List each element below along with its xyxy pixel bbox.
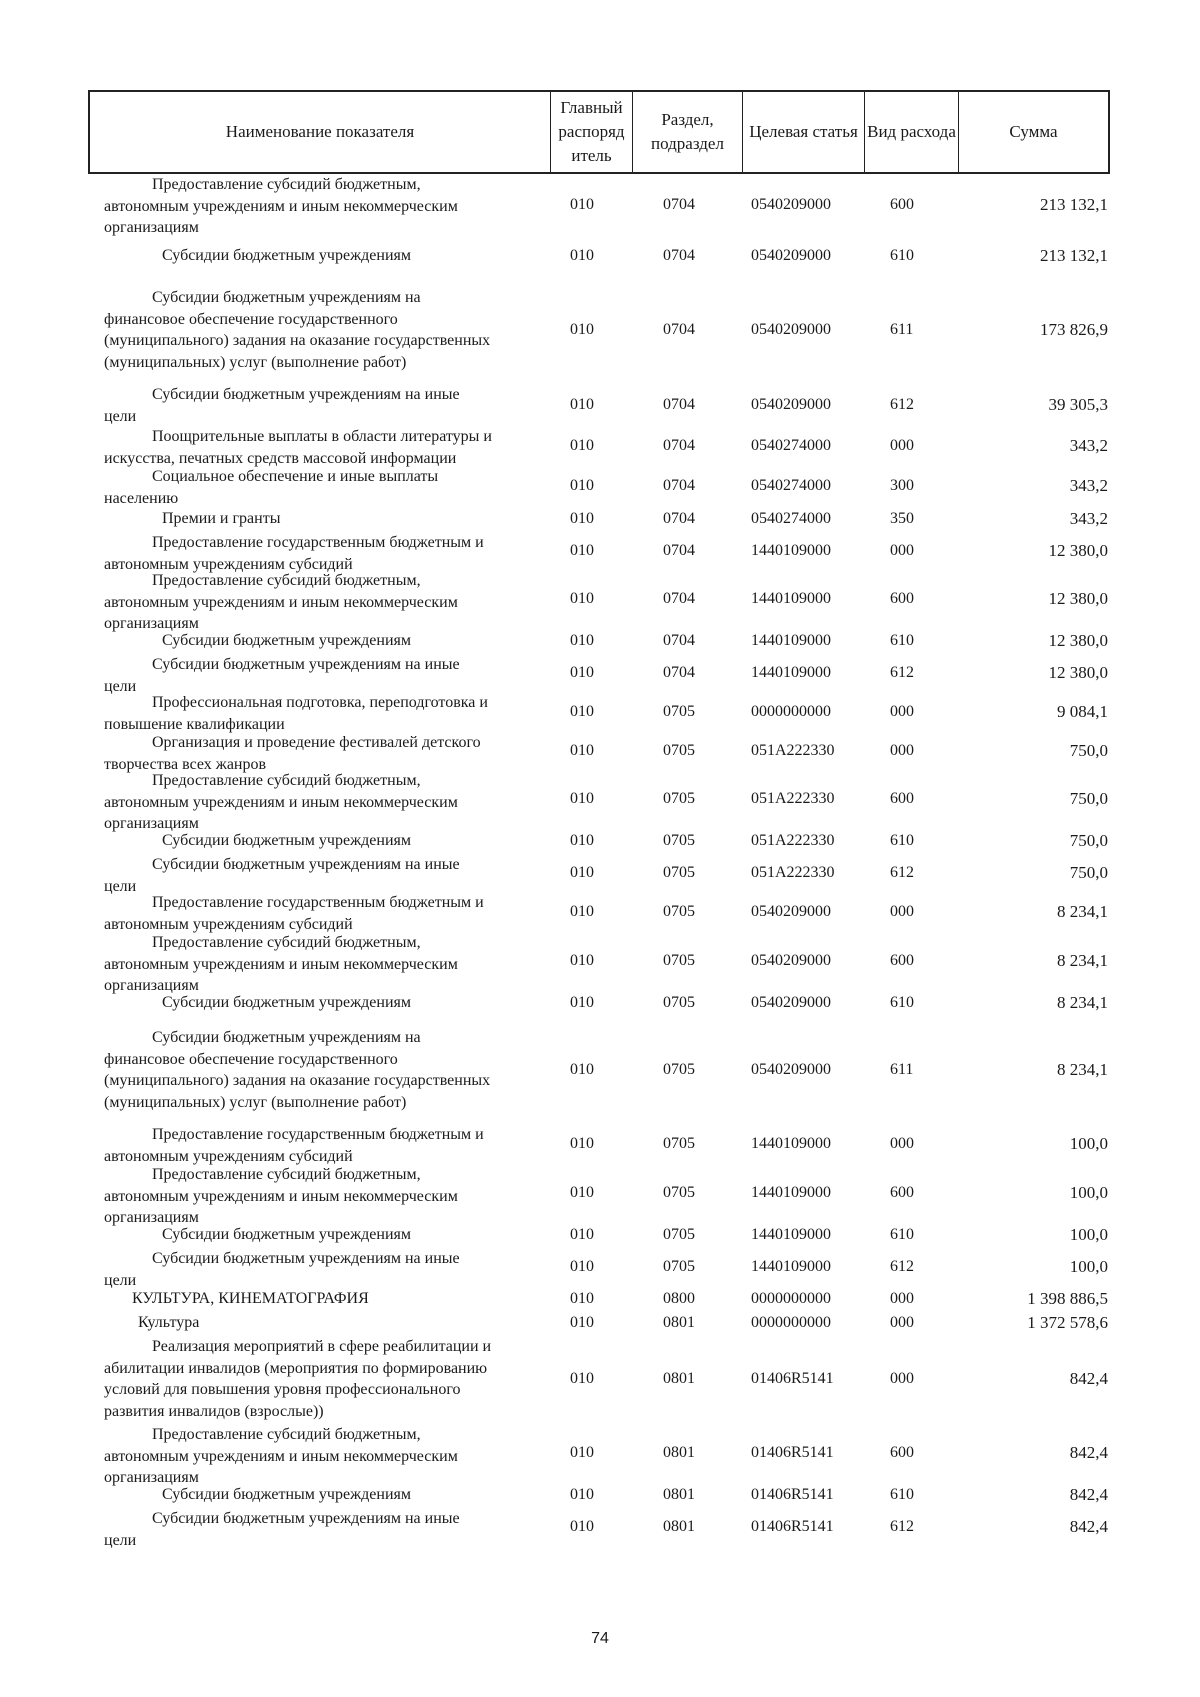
cell-celevaya: 1440109000 [751, 632, 831, 649]
row-name-line: Субсидии бюджетным учреждениям на иные [152, 1510, 460, 1527]
row-name-line: Предоставление государственным бюджетным и [152, 894, 484, 911]
header-glavny: Главный распоряд итель [550, 92, 632, 172]
row-name-line: Субсидии бюджетным учреждениям на [152, 289, 421, 306]
row-name-line: развития инвалидов (взрослые)) [104, 1402, 324, 1420]
row-name-line: цели [104, 1531, 137, 1549]
row-name-line: абилитации инвалидов (мероприятия по формированию [104, 1359, 488, 1377]
row-name-line: Премии и гранты [162, 510, 281, 528]
cell-vid: 610 [890, 1226, 914, 1243]
row-name [104, 630, 528, 652]
cell-summa: 343,2 [1069, 509, 1108, 528]
table-row [0, 990, 1200, 1016]
cell-razdel: 0704 [663, 196, 695, 213]
cell-vid: 600 [890, 590, 914, 607]
header-name: Наименование показателя [225, 122, 415, 141]
cell-razdel: 0705 [663, 832, 695, 849]
cell-razdel: 0801 [663, 1314, 695, 1331]
table-row [0, 276, 1200, 384]
cell-glavny: 010 [570, 1314, 594, 1331]
table-row [0, 1424, 1200, 1486]
cell-summa: 8 234,1 [1057, 951, 1108, 970]
row-name-line: автономным учреждениям субсидий [104, 1147, 353, 1165]
row-name [104, 570, 528, 635]
cell-summa: 100,0 [1069, 1257, 1108, 1276]
row-name-line: цели [104, 1271, 137, 1289]
cell-razdel: 0704 [663, 477, 695, 494]
row-name-line: Субсидии бюджетным учреждениям [162, 994, 411, 1012]
cell-celevaya: 0540209000 [751, 994, 831, 1011]
cell-summa: 12 380,0 [1048, 663, 1108, 682]
cell-vid: 000 [890, 703, 914, 720]
cell-vid: 600 [890, 1444, 914, 1461]
row-name-line: автономным учреждениям и иным некоммерческим [104, 1187, 458, 1205]
cell-vid: 610 [890, 994, 914, 1011]
table-row [0, 1334, 1200, 1424]
cell-summa: 842,4 [1069, 1517, 1108, 1536]
row-name [104, 692, 528, 735]
cell-glavny: 010 [570, 790, 594, 807]
cell-summa: 8 234,1 [1057, 902, 1108, 921]
table-row [0, 854, 1200, 895]
cell-vid: 600 [890, 1184, 914, 1201]
cell-celevaya: 051A222330 [751, 790, 835, 807]
cell-razdel: 0800 [663, 1290, 695, 1307]
table-row [0, 532, 1200, 573]
cell-summa: 842,4 [1069, 1443, 1108, 1462]
cell-razdel: 0705 [663, 1061, 695, 1078]
row-name-line: организациям [104, 977, 199, 994]
cell-glavny: 010 [570, 1061, 594, 1078]
row-name-line: Предоставление субсидий бюджетным, [152, 1166, 421, 1183]
cell-vid: 600 [890, 196, 914, 213]
table-row [0, 770, 1200, 832]
cell-summa: 343,2 [1069, 436, 1108, 455]
cell-celevaya: 051A222330 [751, 742, 835, 759]
row-name [104, 992, 528, 1014]
row-name-line: автономным учреждениям субсидий [104, 915, 353, 933]
cell-celevaya: 1440109000 [751, 542, 831, 559]
cell-summa: 750,0 [1069, 831, 1108, 850]
cell-vid: 611 [890, 1061, 914, 1078]
row-name-line: Субсидии бюджетным учреждениям [162, 247, 411, 265]
cell-glavny: 010 [570, 703, 594, 720]
row-name-line: условий для повышения уровня профессионального [104, 1381, 461, 1398]
cell-glavny: 010 [570, 1486, 594, 1503]
table-row [0, 174, 1200, 236]
cell-vid: 000 [890, 542, 914, 559]
cell-celevaya: 0540209000 [751, 952, 831, 969]
cell-summa: 39 305,3 [1048, 395, 1108, 414]
row-name-line: автономным учреждениям и иным некоммерческим [104, 793, 458, 811]
row-name-line: Субсидии бюджетным учреждениям [162, 632, 411, 650]
cell-vid: 612 [890, 1258, 914, 1275]
row-name-line: (муниципальных) услуг (выполнение работ) [104, 1093, 407, 1111]
row-name-line: автономным учреждениям и иным некоммерческим [104, 1447, 458, 1465]
cell-celevaya: 01406R5141 [751, 1444, 834, 1461]
cell-vid: 612 [890, 396, 914, 413]
row-name [104, 854, 528, 897]
cell-celevaya: 1440109000 [751, 1258, 831, 1275]
cell-glavny: 010 [570, 321, 594, 338]
table-header [88, 90, 1110, 174]
cell-summa: 9 084,1 [1057, 702, 1108, 721]
row-name [104, 932, 528, 997]
cell-razdel: 0705 [663, 1184, 695, 1201]
cell-glavny: 010 [570, 510, 594, 527]
cell-razdel: 0705 [663, 994, 695, 1011]
row-name [104, 1508, 528, 1551]
row-name [104, 245, 528, 267]
table-row [0, 1124, 1200, 1164]
cell-razdel: 0705 [663, 903, 695, 920]
row-name [104, 508, 528, 530]
cell-glavny: 010 [570, 477, 594, 494]
cell-vid: 600 [890, 790, 914, 807]
table-row [0, 426, 1200, 466]
cell-glavny: 010 [570, 632, 594, 649]
cell-summa: 100,0 [1069, 1134, 1108, 1153]
row-name-line: цели [104, 407, 137, 425]
cell-glavny: 010 [570, 542, 594, 559]
cell-razdel: 0704 [663, 247, 695, 264]
cell-vid: 000 [890, 1135, 914, 1152]
cell-glavny: 010 [570, 1444, 594, 1461]
row-name-line: Субсидии бюджетным учреждениям [162, 1486, 411, 1504]
cell-celevaya: 0000000000 [751, 1290, 831, 1307]
row-name-line: организациям [104, 219, 199, 236]
row-name-line: (муниципальных) услуг (выполнение работ) [104, 353, 407, 371]
cell-glavny: 010 [570, 952, 594, 969]
row-name [104, 1027, 528, 1113]
row-name-line: организациям [104, 1469, 199, 1486]
row-name-line: Социальное обеспечение и иные выплаты [152, 468, 439, 485]
row-name [104, 1164, 528, 1229]
cell-celevaya: 0000000000 [751, 703, 831, 720]
table-row [0, 506, 1200, 532]
cell-summa: 750,0 [1069, 863, 1108, 882]
table-row [0, 384, 1200, 426]
row-name [104, 770, 528, 835]
row-name [104, 1288, 528, 1310]
row-name-line: Поощрительные выплаты в области литературы и [152, 428, 492, 445]
cell-glavny: 010 [570, 664, 594, 681]
row-name-line: искусства, печатных средств массовой информации [104, 449, 457, 467]
cell-razdel: 0704 [663, 437, 695, 454]
table-row [0, 692, 1200, 732]
page-number: 74 [591, 1630, 609, 1647]
cell-vid: 610 [890, 247, 914, 264]
cell-summa: 100,0 [1069, 1225, 1108, 1244]
cell-summa: 842,4 [1069, 1485, 1108, 1504]
cell-celevaya: 0540209000 [751, 396, 831, 413]
cell-glavny: 010 [570, 994, 594, 1011]
cell-vid: 600 [890, 952, 914, 969]
cell-summa: 1 372 578,6 [1027, 1313, 1108, 1332]
row-name-line: Предоставление субсидий бюджетным, [152, 772, 421, 789]
row-name-line: финансовое обеспечение государственного [104, 1050, 398, 1068]
cell-summa: 213 132,1 [1040, 195, 1108, 214]
header-celevaya: Целевая статья [742, 92, 864, 172]
cell-celevaya: 0540274000 [751, 477, 831, 494]
row-name-line: финансовое обеспечение государственного [104, 310, 398, 328]
row-name [104, 1312, 528, 1334]
cell-celevaya: 0540209000 [751, 1061, 831, 1078]
cell-glavny: 010 [570, 247, 594, 264]
cell-vid: 610 [890, 632, 914, 649]
row-name [104, 1248, 528, 1291]
cell-razdel: 0801 [663, 1444, 695, 1461]
cell-celevaya: 1440109000 [751, 664, 831, 681]
row-name-line: КУЛЬТУРА, КИНЕМАТОГРАФИЯ [132, 1290, 369, 1308]
row-name-line: творчества всех жанров [104, 755, 267, 773]
row-name-line: Субсидии бюджетным учреждениям на иные [152, 386, 460, 403]
row-name-line: Предоставление государственным бюджетным и [152, 1126, 484, 1143]
row-name-line: повышение квалификации [104, 715, 285, 733]
cell-vid: 612 [890, 664, 914, 681]
cell-summa: 12 380,0 [1048, 589, 1108, 608]
row-name-line: Культура [138, 1314, 200, 1332]
cell-glavny: 010 [570, 196, 594, 213]
cell-razdel: 0704 [663, 542, 695, 559]
row-name-line: (муниципального) задания на оказание государственных [104, 1072, 491, 1089]
row-name-line: автономным учреждениям субсидий [104, 555, 353, 573]
row-name [104, 466, 528, 509]
cell-celevaya: 0540209000 [751, 196, 831, 213]
cell-razdel: 0704 [663, 510, 695, 527]
row-name-line: Предоставление государственным бюджетным и [152, 534, 484, 551]
cell-celevaya: 0540209000 [751, 247, 831, 264]
table-row [0, 892, 1200, 932]
header-razdel: Раздел, подраздел [632, 92, 742, 172]
cell-summa: 173 826,9 [1040, 320, 1108, 339]
cell-summa: 343,2 [1069, 476, 1108, 495]
cell-celevaya: 01406R5141 [751, 1518, 834, 1535]
row-name [104, 1124, 528, 1167]
table-row [0, 732, 1200, 773]
table-row [0, 654, 1200, 695]
table-row [0, 1286, 1200, 1312]
cell-glavny: 010 [570, 1518, 594, 1535]
row-name-line: Субсидии бюджетным учреждениям [162, 832, 411, 850]
cell-celevaya: 1440109000 [751, 1135, 831, 1152]
table-row [0, 828, 1200, 854]
cell-celevaya: 01406R5141 [751, 1486, 834, 1503]
row-name [104, 426, 528, 469]
cell-summa: 750,0 [1069, 789, 1108, 808]
cell-glavny: 010 [570, 1370, 594, 1387]
table-row [0, 1016, 1200, 1124]
cell-glavny: 010 [570, 1135, 594, 1152]
table-row [0, 932, 1200, 994]
cell-summa: 750,0 [1069, 741, 1108, 760]
row-name [104, 1336, 528, 1422]
cell-razdel: 0704 [663, 396, 695, 413]
cell-summa: 213 132,1 [1040, 246, 1108, 265]
row-name-line: Предоставление субсидий бюджетным, [152, 1426, 421, 1443]
cell-summa: 100,0 [1069, 1183, 1108, 1202]
cell-glavny: 010 [570, 832, 594, 849]
cell-summa: 1 398 886,5 [1027, 1289, 1108, 1308]
header-vid: Вид расхода [864, 92, 958, 172]
cell-razdel: 0705 [663, 1135, 695, 1152]
cell-vid: 350 [890, 510, 914, 527]
cell-glavny: 010 [570, 396, 594, 413]
cell-celevaya: 01406R5141 [751, 1370, 834, 1387]
cell-glavny: 010 [570, 903, 594, 920]
row-name-line: Субсидии бюджетным учреждениям на иные [152, 1250, 460, 1267]
cell-vid: 000 [890, 742, 914, 759]
row-name-line: Предоставление субсидий бюджетным, [152, 572, 421, 589]
row-name-line: Предоставление субсидий бюджетным, [152, 934, 421, 951]
row-name-line: Субсидии бюджетным учреждениям на [152, 1029, 421, 1046]
row-name-line: Субсидии бюджетным учреждениям [162, 1226, 411, 1244]
cell-vid: 610 [890, 832, 914, 849]
cell-vid: 000 [890, 1290, 914, 1307]
table-row [0, 1482, 1200, 1508]
table-row [0, 570, 1200, 632]
row-name [104, 830, 528, 852]
table-row [0, 628, 1200, 654]
cell-celevaya: 051A222330 [751, 832, 835, 849]
cell-celevaya: 1440109000 [751, 1226, 831, 1243]
cell-celevaya: 0540274000 [751, 437, 831, 454]
cell-vid: 000 [890, 1314, 914, 1331]
row-name-line: (муниципального) задания на оказание государственных [104, 332, 491, 349]
cell-glavny: 010 [570, 437, 594, 454]
cell-razdel: 0801 [663, 1518, 695, 1535]
cell-razdel: 0801 [663, 1486, 695, 1503]
cell-glavny: 010 [570, 1226, 594, 1243]
cell-glavny: 010 [570, 742, 594, 759]
row-name-line: Субсидии бюджетным учреждениям на иные [152, 856, 460, 873]
cell-razdel: 0705 [663, 790, 695, 807]
cell-razdel: 0705 [663, 703, 695, 720]
cell-glavny: 010 [570, 1258, 594, 1275]
cell-glavny: 010 [570, 1184, 594, 1201]
table-row [0, 236, 1200, 276]
row-name [104, 1484, 528, 1506]
cell-summa: 8 234,1 [1057, 1060, 1108, 1079]
cell-razdel: 0704 [663, 664, 695, 681]
table-row [0, 1248, 1200, 1289]
cell-vid: 000 [890, 437, 914, 454]
row-name-line: Организация и проведение фестивалей детского [152, 734, 481, 751]
cell-razdel: 0705 [663, 742, 695, 759]
cell-summa: 8 234,1 [1057, 993, 1108, 1012]
cell-vid: 300 [890, 477, 914, 494]
cell-celevaya: 0000000000 [751, 1314, 831, 1331]
cell-summa: 12 380,0 [1048, 631, 1108, 650]
row-name-line: населению [104, 489, 179, 507]
row-name [104, 174, 528, 239]
row-name-line: Реализация мероприятий в сфере реабилитации и [152, 1338, 492, 1355]
row-name-line: цели [104, 877, 137, 895]
row-name-line: Субсидии бюджетным учреждениям на иные [152, 656, 460, 673]
row-name [104, 384, 528, 427]
cell-summa: 12 380,0 [1048, 541, 1108, 560]
cell-vid: 612 [890, 1518, 914, 1535]
cell-razdel: 0801 [663, 1370, 695, 1387]
table-row [0, 1222, 1200, 1248]
cell-razdel: 0705 [663, 864, 695, 881]
row-name-line: автономным учреждениям и иным некоммерческим [104, 955, 458, 973]
row-name [104, 1224, 528, 1246]
row-name [104, 287, 528, 373]
cell-glavny: 010 [570, 1290, 594, 1307]
row-name-line: цели [104, 677, 137, 695]
cell-celevaya: 1440109000 [751, 1184, 831, 1201]
row-name [104, 1424, 528, 1489]
row-name [104, 892, 528, 935]
cell-celevaya: 0540209000 [751, 903, 831, 920]
row-name-line: организациям [104, 1209, 199, 1226]
row-name-line: организациям [104, 615, 199, 632]
cell-vid: 000 [890, 903, 914, 920]
cell-razdel: 0705 [663, 1258, 695, 1275]
row-name-line: Профессиональная подготовка, переподготовка и [152, 694, 488, 711]
cell-glavny: 010 [570, 864, 594, 881]
cell-razdel: 0704 [663, 321, 695, 338]
cell-vid: 611 [890, 321, 914, 338]
cell-celevaya: 1440109000 [751, 590, 831, 607]
cell-summa: 842,4 [1069, 1369, 1108, 1388]
cell-razdel: 0705 [663, 1226, 695, 1243]
row-name-line: организациям [104, 815, 199, 832]
table-row [0, 1508, 1200, 1549]
row-name-line: автономным учреждениям и иным некоммерческим [104, 197, 458, 215]
header-summa: Сумма [958, 92, 1108, 172]
row-name [104, 532, 528, 575]
cell-vid: 612 [890, 864, 914, 881]
cell-razdel: 0704 [663, 590, 695, 607]
row-name [104, 732, 528, 775]
cell-vid: 000 [890, 1370, 914, 1387]
table-row [0, 1312, 1200, 1334]
cell-vid: 610 [890, 1486, 914, 1503]
row-name-line: автономным учреждениям и иным некоммерческим [104, 593, 458, 611]
cell-celevaya: 0540209000 [751, 321, 831, 338]
cell-glavny: 010 [570, 590, 594, 607]
table-row [0, 466, 1200, 506]
cell-celevaya: 0540274000 [751, 510, 831, 527]
cell-razdel: 0704 [663, 632, 695, 649]
cell-razdel: 0705 [663, 952, 695, 969]
table-row [0, 1164, 1200, 1226]
row-name-line: Предоставление субсидий бюджетным, [152, 176, 421, 193]
cell-celevaya: 051A222330 [751, 864, 835, 881]
row-name [104, 654, 528, 697]
